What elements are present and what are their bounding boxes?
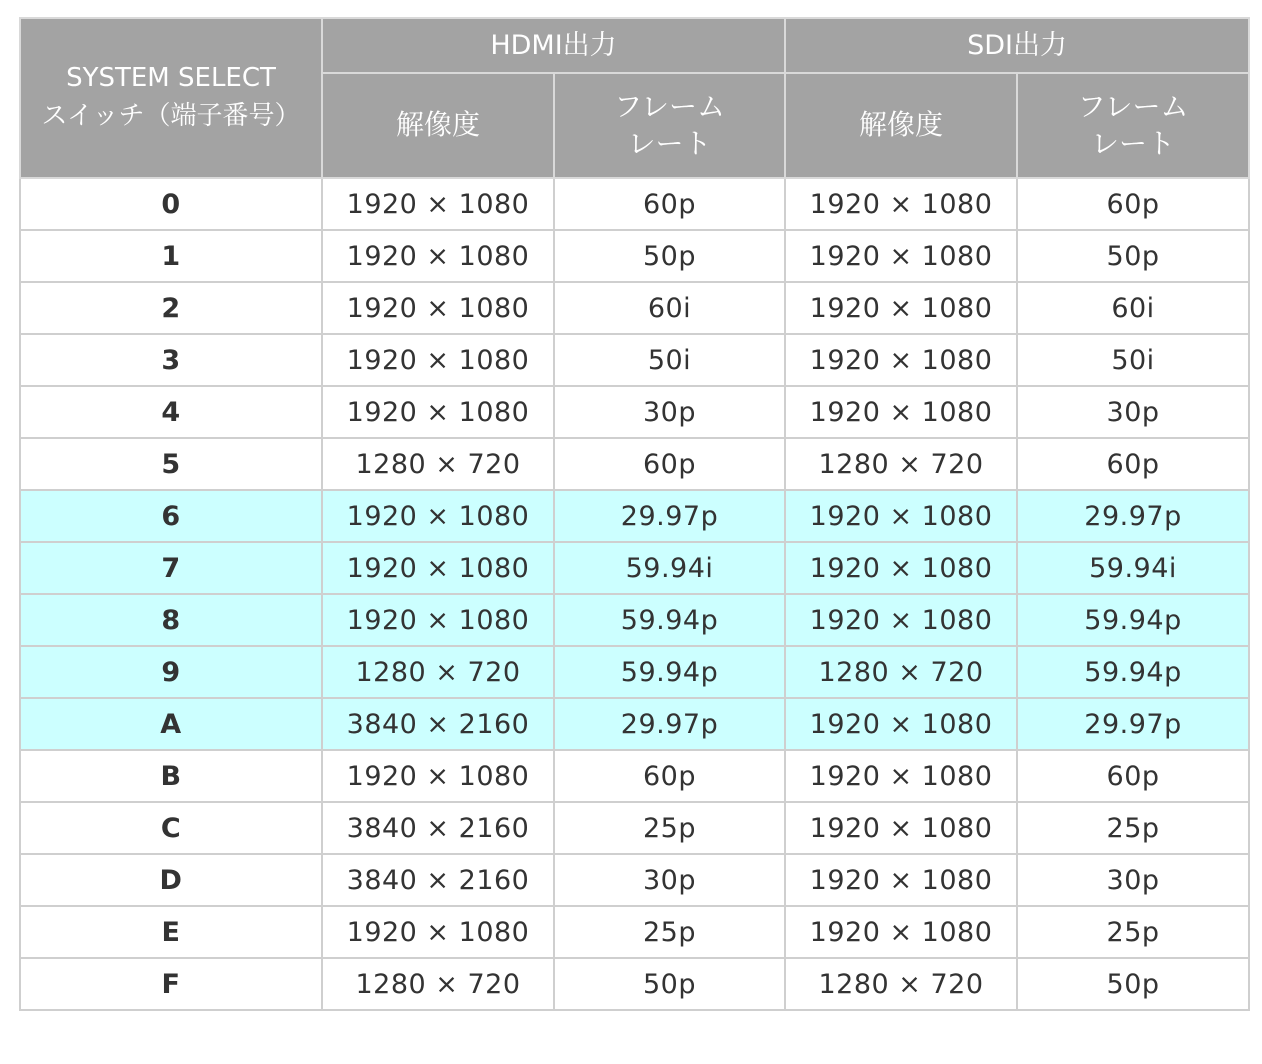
sdi-resolution-cell: 1920 × 1080 — [785, 230, 1017, 282]
sdi-framerate-cell: 60p — [1017, 750, 1249, 802]
hdmi-framerate-cell: 50i — [554, 334, 785, 386]
switch-cell: E — [20, 906, 322, 958]
sdi-framerate-header-line1: フレーム — [1077, 90, 1189, 124]
table-row — [20, 542, 1249, 594]
switch-cell: 0 — [20, 178, 322, 230]
table-row — [20, 802, 1249, 854]
hdmi-framerate-cell: 59.94p — [554, 646, 785, 698]
hdmi-resolution-cell: 1920 × 1080 — [322, 906, 554, 958]
hdmi-resolution-cell: 1920 × 1080 — [322, 750, 554, 802]
hdmi-resolution-cell: 1280 × 720 — [322, 438, 554, 490]
table-row — [20, 750, 1249, 802]
sdi-framerate-cell: 25p — [1017, 906, 1249, 958]
sdi-resolution-cell: 1920 × 1080 — [785, 386, 1017, 438]
hdmi-resolution-cell: 3840 × 2160 — [322, 854, 554, 906]
sdi-framerate-cell: 59.94p — [1017, 646, 1249, 698]
sdi-framerate-cell: 29.97p — [1017, 490, 1249, 542]
switch-cell: 4 — [20, 386, 322, 438]
table-row — [20, 958, 1249, 1010]
sdi-resolution-cell: 1920 × 1080 — [785, 802, 1017, 854]
hdmi-resolution-cell: 1280 × 720 — [322, 958, 554, 1010]
switch-cell: D — [20, 854, 322, 906]
sdi-resolution-cell: 1920 × 1080 — [785, 490, 1017, 542]
hdmi-resolution-cell: 1920 × 1080 — [322, 178, 554, 230]
sdi-resolution-cell: 1280 × 720 — [785, 438, 1017, 490]
table-row — [20, 334, 1249, 386]
hdmi-framerate-header-line1: フレーム — [614, 90, 725, 124]
switch-cell: 1 — [20, 230, 322, 282]
hdmi-framerate-cell: 60p — [554, 438, 785, 490]
table-header — [20, 18, 1249, 178]
sdi-resolution-cell: 1920 × 1080 — [785, 750, 1017, 802]
hdmi-resolution-cell: 3840 × 2160 — [322, 802, 554, 854]
hdmi-framerate-cell: 25p — [554, 802, 785, 854]
switch-cell: C — [20, 802, 322, 854]
table-row — [20, 646, 1249, 698]
hdmi-resolution-cell: 1920 × 1080 — [322, 334, 554, 386]
sdi-framerate-cell: 29.97p — [1017, 698, 1249, 750]
sdi-framerate-cell: 25p — [1017, 802, 1249, 854]
sdi-framerate-cell: 59.94p — [1017, 594, 1249, 646]
hdmi-resolution-cell: 1920 × 1080 — [322, 542, 554, 594]
switch-cell: 3 — [20, 334, 322, 386]
header-group-row — [20, 18, 1249, 73]
switch-header-line2: スイッチ（端子番号） — [41, 101, 301, 131]
sdi-resolution-header: 解像度 — [785, 73, 1017, 178]
table-row — [20, 386, 1249, 438]
sdi-resolution-cell: 1920 × 1080 — [785, 594, 1017, 646]
hdmi-resolution-cell: 1920 × 1080 — [322, 230, 554, 282]
table-row — [20, 906, 1249, 958]
table-row — [20, 230, 1249, 282]
switch-cell: B — [20, 750, 322, 802]
sdi-framerate-cell: 60i — [1017, 282, 1249, 334]
hdmi-framerate-header — [554, 73, 785, 178]
hdmi-resolution-cell: 1920 × 1080 — [322, 282, 554, 334]
sdi-framerate-cell: 60p — [1017, 178, 1249, 230]
hdmi-framerate-cell: 29.97p — [554, 698, 785, 750]
hdmi-resolution-cell: 1920 × 1080 — [322, 594, 554, 646]
table-row — [20, 594, 1249, 646]
switch-cell: 7 — [20, 542, 322, 594]
sdi-framerate-cell: 60p — [1017, 438, 1249, 490]
hdmi-framerate-header-line2: レート — [627, 126, 712, 160]
sdi-framerate-cell: 59.94i — [1017, 542, 1249, 594]
hdmi-resolution-cell: 1920 × 1080 — [322, 386, 554, 438]
hdmi-framerate-cell: 30p — [554, 854, 785, 906]
sdi-framerate-cell: 50p — [1017, 958, 1249, 1010]
switch-cell: 2 — [20, 282, 322, 334]
table-row — [20, 438, 1249, 490]
switch-cell: 8 — [20, 594, 322, 646]
hdmi-resolution-cell: 1920 × 1080 — [322, 490, 554, 542]
hdmi-framerate-cell: 25p — [554, 906, 785, 958]
table-body — [20, 178, 1249, 1010]
switch-column-header — [20, 18, 322, 178]
sdi-framerate-header — [1017, 73, 1249, 178]
sdi-framerate-cell: 50p — [1017, 230, 1249, 282]
switch-cell: A — [20, 698, 322, 750]
table-row — [20, 854, 1249, 906]
system-select-table — [19, 17, 1250, 1011]
sdi-resolution-cell: 1920 × 1080 — [785, 178, 1017, 230]
hdmi-framerate-cell: 60p — [554, 178, 785, 230]
sdi-framerate-cell: 50i — [1017, 334, 1249, 386]
switch-cell: F — [20, 958, 322, 1010]
hdmi-resolution-header: 解像度 — [322, 73, 554, 178]
table-row — [20, 698, 1249, 750]
hdmi-framerate-cell: 59.94i — [554, 542, 785, 594]
hdmi-framerate-cell: 30p — [554, 386, 785, 438]
sdi-resolution-cell: 1920 × 1080 — [785, 698, 1017, 750]
sdi-framerate-cell: 30p — [1017, 854, 1249, 906]
sdi-resolution-cell: 1280 × 720 — [785, 958, 1017, 1010]
hdmi-framerate-cell: 60p — [554, 750, 785, 802]
sdi-output-header: SDI出力 — [785, 18, 1249, 73]
table-row — [20, 178, 1249, 230]
switch-cell: 5 — [20, 438, 322, 490]
sdi-resolution-cell: 1920 × 1080 — [785, 906, 1017, 958]
sdi-framerate-header-line2: レート — [1091, 126, 1176, 160]
sdi-resolution-cell: 1920 × 1080 — [785, 334, 1017, 386]
sdi-resolution-cell: 1920 × 1080 — [785, 542, 1017, 594]
hdmi-resolution-cell: 1280 × 720 — [322, 646, 554, 698]
hdmi-framerate-cell: 50p — [554, 230, 785, 282]
table-row — [20, 282, 1249, 334]
hdmi-resolution-cell: 3840 × 2160 — [322, 698, 554, 750]
hdmi-framerate-cell: 59.94p — [554, 594, 785, 646]
hdmi-output-header: HDMI出力 — [322, 18, 785, 73]
switch-cell: 6 — [20, 490, 322, 542]
sdi-resolution-cell: 1280 × 720 — [785, 646, 1017, 698]
table-row — [20, 490, 1249, 542]
hdmi-framerate-cell: 60i — [554, 282, 785, 334]
hdmi-framerate-cell: 50p — [554, 958, 785, 1010]
switch-header-line1: SYSTEM SELECT — [66, 63, 276, 94]
switch-cell: 9 — [20, 646, 322, 698]
hdmi-framerate-cell: 29.97p — [554, 490, 785, 542]
sdi-resolution-cell: 1920 × 1080 — [785, 282, 1017, 334]
sdi-framerate-cell: 30p — [1017, 386, 1249, 438]
sdi-resolution-cell: 1920 × 1080 — [785, 854, 1017, 906]
